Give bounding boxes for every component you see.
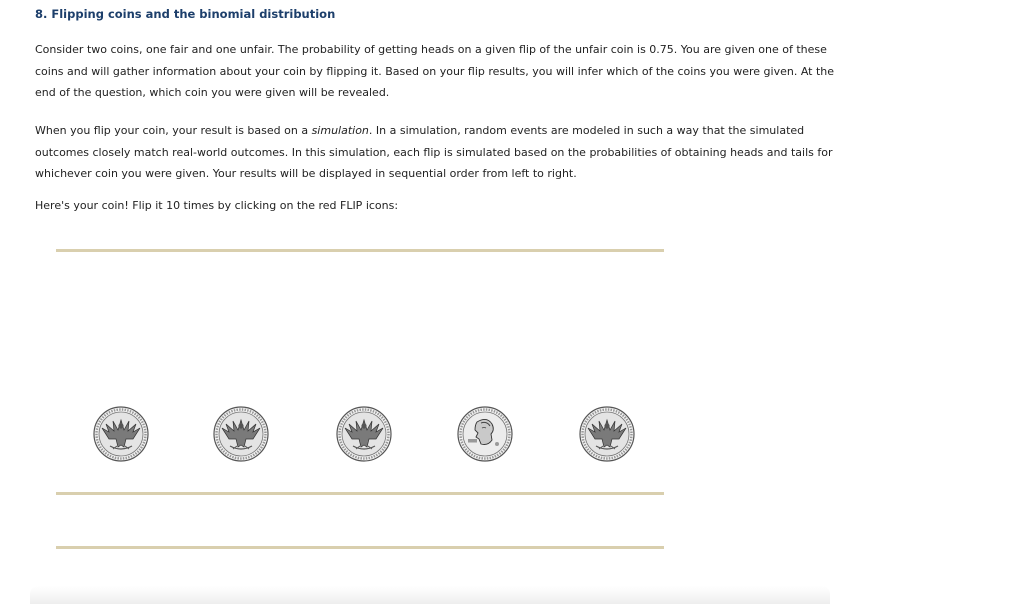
question-title: 8. Flipping coins and the binomial distribution bbox=[35, 7, 336, 21]
flip-instruction: Here's your coin! Flip it 10 times by clicking on the red FLIP icons: bbox=[35, 199, 399, 212]
coin-result-5-tails-icon bbox=[579, 406, 635, 462]
coin-result-3-tails-icon bbox=[336, 406, 392, 462]
intro-paragraph: Consider two coins, one fair and one unfair. The probability of getting heads on a given flip of the unfair coin is 0.75. You are given one of these coins and will gather information about your coin by flipping it. Based on your flip results, you will infer which of the coins you were given. At the end of the question, which coin you were given will be revealed. bbox=[35, 43, 835, 99]
divider-top bbox=[56, 249, 664, 252]
panel-shadow bbox=[30, 586, 830, 604]
simulation-term: simulation bbox=[311, 124, 369, 137]
simulation-text-start: When you flip your coin, your result is based on a bbox=[35, 124, 312, 137]
coin-result-1-tails-icon bbox=[93, 406, 149, 462]
coin-result-2-tails-icon bbox=[213, 406, 269, 462]
simulation-text-end: . In a simulation, random events are modeled in such a way that the simulated outcomes closely match real-world outcomes. In this simulation, each flip is simulated based on the probabilities of obtaining heads and tails for whichever coin you were given. Your results will be displayed in sequential order from left to right. bbox=[35, 124, 833, 180]
simulation-paragraph bbox=[35, 120, 855, 185]
divider-middle bbox=[56, 492, 664, 495]
coin-result-4-heads-icon bbox=[457, 406, 513, 462]
divider-bottom bbox=[56, 546, 664, 549]
